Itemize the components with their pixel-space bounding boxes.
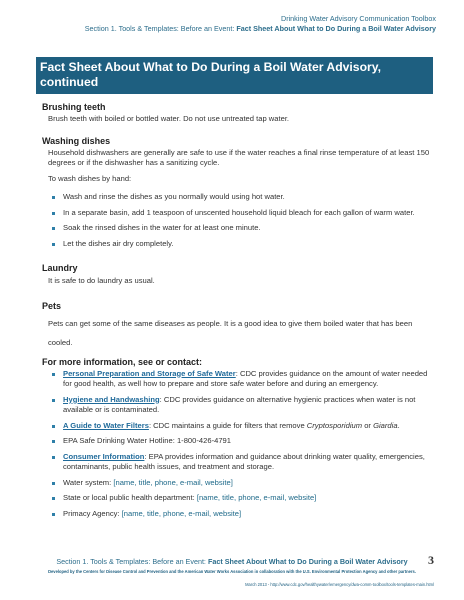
list-item: In a separate basin, add 1 teaspoon of unscented household liquid bleach for each gallon of warm water. [48,208,432,219]
dishes-heading: Washing dishes [42,135,111,146]
list-item [48,509,432,520]
pets-heading: Pets [42,300,62,311]
brushing-heading: Brushing teeth [42,102,106,112]
item-text: : CDC provides guidance on alternative hygienic practices when water is not available or is contaminated. [63,394,416,414]
page-footer [0,557,464,566]
list-item: Wash and rinse the dishes as you normally would using hot water. [48,192,432,203]
footer-section-label: Section 1. Tools & Templates: Before an Event: [56,557,208,566]
placeholder-text: [name, title, phone, e-mail, website] [121,508,242,518]
item-text: State or local public health department: [63,493,197,502]
section-label: Section 1. Tools & Templates: Before an Event: [84,24,237,33]
placeholder-text: [name, title, phone, e-mail, website] [196,493,317,502]
contact-list [42,369,432,520]
placeholder-text: [name, title, phone, e-mail, website] [113,477,233,487]
list-item [48,493,432,504]
hygiene-link[interactable]: Hygiene and Handwashing [63,394,160,404]
section-document-title: Fact Sheet About What to Do During a Boil Water Advisory [236,24,436,33]
list-item: Soak the rinsed dishes in the water for at least one minute. [48,223,432,234]
item-text: : EPA provides information and guidance about drinking water quality, emergencies, contaminants, public health issues, and treatment and storage. [63,451,425,471]
list-item [48,421,432,432]
dishes-hand-intro: To wash dishes by hand: [48,173,132,183]
item-text: Primacy Agency: [63,508,122,518]
page-title: Fact Sheet About What to Do During a Boil Water Advisory, continued [36,57,433,94]
contact-heading: For more information, see or contact: [42,356,203,367]
organism-name: Giardia [373,420,398,430]
consumer-info-link[interactable]: Consumer Information [63,451,145,461]
safe-water-link[interactable]: Personal Preparation and Storage of Safe Water [63,368,236,378]
main-content [42,101,432,519]
section-breadcrumb [85,24,436,34]
item-text: : CDC maintains a guide for filters that remove [148,420,307,430]
brushing-text: Brush teeth with boiled or bottled water. Do not use untreated tap water. [48,114,290,123]
footer-document-title: Fact Sheet About What to Do During a Boil Water Advisory [207,557,408,566]
water-filters-link[interactable]: A Guide to Water Filters [63,420,149,430]
list-item [48,395,432,416]
list-item [48,369,432,390]
item-text: or [362,420,374,430]
item-text: : CDC provides guidance on the amount of water needed for good health, as well how to prepare and store safe water before and during an emergency. [63,368,428,388]
dish-steps-list [42,192,432,249]
item-text: . [397,420,400,430]
toolbox-title: Drinking Water Advisory Communication Toolbox [281,14,436,23]
list-item: EPA Safe Drinking Water Hotline: 1-800-426-4791 [48,436,432,447]
list-item [48,452,432,473]
dishes-intro: Household dishwashers are generally are safe to use if the water reaches a final rinse temperature of at least 150 degrees or if the dishwasher has a sanitizing cycle. [48,147,430,167]
footer-url: March 2013 - http://www.cdc.gov/healthywater/emergency/dwa-comm-toolbox/tools-templates-main.html [245,582,434,587]
footer-credit: Developed by the Centers for Disease Control and Prevention and the American Water Works Association in collaboration with the U.S. Environmental Protection Agency and other partners. [48,569,416,574]
laundry-heading: Laundry [42,263,78,273]
laundry-text: It is safe to do laundry as usual. [48,276,155,285]
list-item [48,478,432,489]
page-number: 3 [428,553,434,567]
item-text: Water system: [63,477,114,487]
pets-text: Pets can get some of the same diseases as people. It is a good idea to give them boiled water that has been cooled. [48,318,413,347]
organism-name: Cryptosporidium [306,420,363,430]
page-header [85,14,436,34]
list-item: Let the dishes air dry completely. [48,239,432,250]
